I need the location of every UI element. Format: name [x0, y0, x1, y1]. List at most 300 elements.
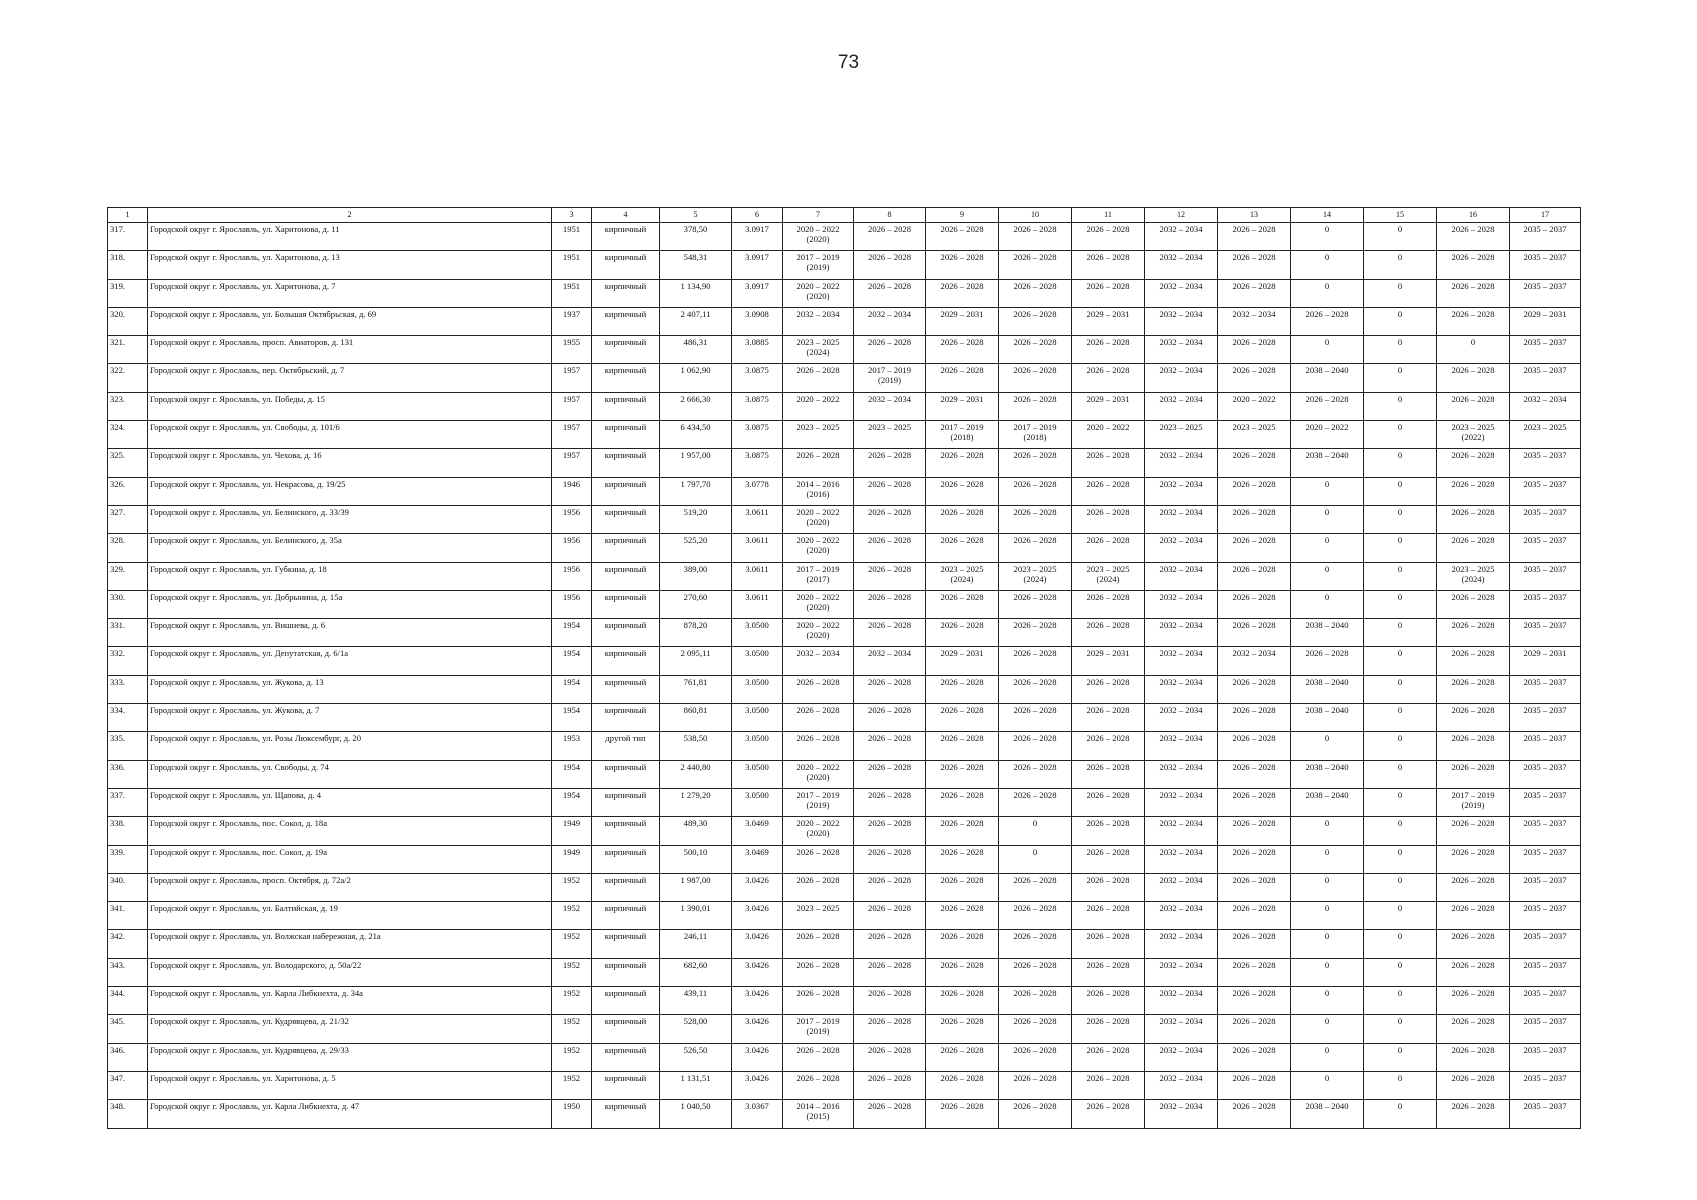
period-text: 2017 – 2019: [940, 422, 984, 433]
cell-index: 3.0426: [732, 987, 783, 1015]
cell-year: 1951: [552, 223, 592, 251]
cell-col15: 0: [1364, 449, 1437, 477]
column-header-1: 1: [108, 208, 148, 223]
cell-col15: 0: [1364, 902, 1437, 930]
period-text: 2023 – 2025: [1451, 563, 1495, 574]
cell-col17: 2035 – 2037: [1510, 590, 1581, 618]
cell-year: 1957: [552, 364, 592, 392]
table-row: [108, 817, 1581, 845]
cell-col14: 0: [1291, 732, 1364, 760]
cell-wall-material: кирпичный: [592, 1071, 660, 1099]
cell-col11: 2026 – 2028: [1072, 902, 1145, 930]
cell-area: 378,50: [660, 223, 732, 251]
cell-col12: 2032 – 2034: [1145, 873, 1218, 901]
table-row: [108, 1043, 1581, 1071]
cell-col9: 2026 – 2028: [926, 760, 999, 788]
cell-year: 1950: [552, 1100, 592, 1128]
cell-col9: [926, 562, 999, 590]
cell-col16: 2026 – 2028: [1437, 817, 1510, 845]
cell-col10: [999, 421, 1072, 449]
cell-address: Городской округ г. Ярославль, ул. Депутатская, д. 6/1а: [148, 647, 552, 675]
cell-wall-material: кирпичный: [592, 421, 660, 449]
cell-col12: 2032 – 2034: [1145, 958, 1218, 986]
table-row: [108, 1015, 1581, 1043]
actual-year-text: (2020): [806, 828, 830, 839]
cell-col15: 0: [1364, 534, 1437, 562]
cell-col13: 2026 – 2028: [1218, 251, 1291, 279]
actual-year-text: (2019): [1461, 799, 1485, 810]
table-row: [108, 788, 1581, 816]
cell-area: 486,31: [660, 336, 732, 364]
cell-col16: 2026 – 2028: [1437, 845, 1510, 873]
cell-col10: 2026 – 2028: [999, 534, 1072, 562]
cell-num: 342.: [108, 930, 148, 958]
cell-col11: 2020 – 2022: [1072, 421, 1145, 449]
cell-year: 1954: [552, 760, 592, 788]
cell-col10: 2026 – 2028: [999, 336, 1072, 364]
cell-col17: 2035 – 2037: [1510, 477, 1581, 505]
cell-col14: 2026 – 2028: [1291, 307, 1364, 335]
cell-col9: 2026 – 2028: [926, 930, 999, 958]
cell-col13: 2026 – 2028: [1218, 902, 1291, 930]
cell-index: 3.0426: [732, 958, 783, 986]
cell-col14: 2038 – 2040: [1291, 1100, 1364, 1128]
cell-col12: 2032 – 2034: [1145, 534, 1218, 562]
cell-col9: 2026 – 2028: [926, 590, 999, 618]
cell-col10: 0: [999, 845, 1072, 873]
cell-col11: 2026 – 2028: [1072, 449, 1145, 477]
table-row: [108, 364, 1581, 392]
period-text: 2020 – 2022: [796, 761, 840, 772]
cell-col7: 2032 – 2034: [783, 647, 854, 675]
cell-year: 1957: [552, 392, 592, 420]
cell-col17: 2035 – 2037: [1510, 619, 1581, 647]
cell-col10: 2026 – 2028: [999, 1043, 1072, 1071]
cell-index: 3.0875: [732, 364, 783, 392]
cell-col11: 2026 – 2028: [1072, 534, 1145, 562]
cell-col15: 0: [1364, 1100, 1437, 1128]
cell-col11: 2026 – 2028: [1072, 760, 1145, 788]
cell-year: 1952: [552, 1071, 592, 1099]
cell-address: Городской округ г. Ярославль, просп. Авиаторов, д. 131: [148, 336, 552, 364]
cell-wall-material: кирпичный: [592, 873, 660, 901]
cell-col11: 2026 – 2028: [1072, 873, 1145, 901]
cell-col12: 2032 – 2034: [1145, 562, 1218, 590]
cell-col13: 2026 – 2028: [1218, 675, 1291, 703]
actual-year-text: (2024): [950, 573, 974, 584]
cell-col10: 2026 – 2028: [999, 1100, 1072, 1128]
cell-col14: 0: [1291, 987, 1364, 1015]
cell-col13: 2026 – 2028: [1218, 449, 1291, 477]
cell-wall-material: кирпичный: [592, 845, 660, 873]
cell-col14: 0: [1291, 873, 1364, 901]
period-text: 2017 – 2019: [796, 252, 840, 263]
cell-wall-material: кирпичный: [592, 987, 660, 1015]
cell-col17: 2035 – 2037: [1510, 760, 1581, 788]
cell-col12: 2032 – 2034: [1145, 619, 1218, 647]
header-row: [108, 208, 1581, 223]
column-header-12: 12: [1145, 208, 1218, 223]
cell-col7: 2026 – 2028: [783, 873, 854, 901]
period-text: 2017 – 2019: [1013, 422, 1057, 433]
cell-area: 2 666,30: [660, 392, 732, 420]
cell-col7: 2020 – 2022: [783, 392, 854, 420]
cell-col15: 0: [1364, 336, 1437, 364]
cell-wall-material: кирпичный: [592, 788, 660, 816]
table-row: [108, 732, 1581, 760]
housing-registry-table: [107, 207, 1581, 1129]
cell-col12: 2032 – 2034: [1145, 704, 1218, 732]
cell-col17: 2029 – 2031: [1510, 307, 1581, 335]
cell-col14: 0: [1291, 251, 1364, 279]
table-row: [108, 590, 1581, 618]
cell-col9: 2026 – 2028: [926, 1015, 999, 1043]
cell-address: Городской округ г. Ярославль, ул. Волжская набережная, д. 21а: [148, 930, 552, 958]
cell-col9: 2029 – 2031: [926, 307, 999, 335]
column-header-16: 16: [1437, 208, 1510, 223]
cell-num: 326.: [108, 477, 148, 505]
cell-col7: 2026 – 2028: [783, 675, 854, 703]
cell-col9: 2026 – 2028: [926, 534, 999, 562]
cell-col10: 2026 – 2028: [999, 505, 1072, 533]
cell-col8: 2026 – 2028: [854, 619, 926, 647]
cell-year: 1952: [552, 902, 592, 930]
cell-col14: 2020 – 2022: [1291, 421, 1364, 449]
cell-col14: 0: [1291, 1015, 1364, 1043]
cell-index: 3.0917: [732, 279, 783, 307]
cell-index: 3.0611: [732, 505, 783, 533]
cell-area: 439,11: [660, 987, 732, 1015]
cell-col17: 2035 – 2037: [1510, 1100, 1581, 1128]
cell-col10: 2026 – 2028: [999, 364, 1072, 392]
cell-col12: 2032 – 2034: [1145, 590, 1218, 618]
cell-col17: 2035 – 2037: [1510, 704, 1581, 732]
period-text: 2023 – 2025: [1086, 563, 1130, 574]
cell-col17: 2035 – 2037: [1510, 562, 1581, 590]
cell-num: 341.: [108, 902, 148, 930]
cell-col11: 2026 – 2028: [1072, 1071, 1145, 1099]
cell-col12: 2032 – 2034: [1145, 845, 1218, 873]
cell-col14: 0: [1291, 590, 1364, 618]
cell-area: 246,11: [660, 930, 732, 958]
cell-col7: [783, 534, 854, 562]
cell-year: 1937: [552, 307, 592, 335]
cell-num: 336.: [108, 760, 148, 788]
cell-col15: 0: [1364, 930, 1437, 958]
cell-year: 1954: [552, 788, 592, 816]
cell-col7: [783, 477, 854, 505]
cell-col13: 2026 – 2028: [1218, 505, 1291, 533]
cell-col16: 2026 – 2028: [1437, 449, 1510, 477]
cell-col13: 2026 – 2028: [1218, 873, 1291, 901]
cell-col12: 2032 – 2034: [1145, 279, 1218, 307]
cell-col11: 2026 – 2028: [1072, 279, 1145, 307]
cell-address: Городской округ г. Ярославль, ул. Щапова, д. 4: [148, 788, 552, 816]
cell-col15: 0: [1364, 477, 1437, 505]
cell-col11: 2026 – 2028: [1072, 845, 1145, 873]
cell-wall-material: кирпичный: [592, 1043, 660, 1071]
cell-wall-material: кирпичный: [592, 505, 660, 533]
cell-col7: 2023 – 2025: [783, 421, 854, 449]
cell-col9: 2026 – 2028: [926, 873, 999, 901]
cell-col16: 2026 – 2028: [1437, 1100, 1510, 1128]
cell-col14: 0: [1291, 279, 1364, 307]
column-header-4: 4: [592, 208, 660, 223]
cell-col8: 2023 – 2025: [854, 421, 926, 449]
cell-col13: 2026 – 2028: [1218, 1043, 1291, 1071]
cell-col8: 2026 – 2028: [854, 845, 926, 873]
cell-col15: 0: [1364, 364, 1437, 392]
cell-num: 346.: [108, 1043, 148, 1071]
cell-col11: 2026 – 2028: [1072, 364, 1145, 392]
cell-address: Городской округ г. Ярославль, ул. Большая Октябрьская, д. 69: [148, 307, 552, 335]
cell-col14: 2038 – 2040: [1291, 788, 1364, 816]
actual-year-text: (2020): [806, 516, 830, 527]
cell-col9: 2026 – 2028: [926, 732, 999, 760]
cell-wall-material: кирпичный: [592, 279, 660, 307]
cell-address: Городской округ г. Ярославль, пер. Октябрьский, д. 7: [148, 364, 552, 392]
cell-col17: 2035 – 2037: [1510, 534, 1581, 562]
cell-col12: 2032 – 2034: [1145, 732, 1218, 760]
cell-col9: 2026 – 2028: [926, 505, 999, 533]
cell-address: Городской округ г. Ярославль, пос. Сокол, д. 19а: [148, 845, 552, 873]
cell-col8: 2026 – 2028: [854, 477, 926, 505]
cell-col15: 0: [1364, 619, 1437, 647]
cell-col12: 2032 – 2034: [1145, 1043, 1218, 1071]
cell-num: 331.: [108, 619, 148, 647]
cell-col7: [783, 788, 854, 816]
cell-col12: 2032 – 2034: [1145, 392, 1218, 420]
cell-col15: 0: [1364, 307, 1437, 335]
cell-col11: 2026 – 2028: [1072, 477, 1145, 505]
cell-num: 318.: [108, 251, 148, 279]
cell-col10: 2026 – 2028: [999, 930, 1072, 958]
cell-address: Городской округ г. Ярославль, ул. Победы, д. 15: [148, 392, 552, 420]
cell-col17: 2035 – 2037: [1510, 1015, 1581, 1043]
cell-address: Городской округ г. Ярославль, ул. Володарского, д. 50а/22: [148, 958, 552, 986]
cell-col14: 0: [1291, 958, 1364, 986]
cell-col8: 2026 – 2028: [854, 760, 926, 788]
cell-col15: 0: [1364, 675, 1437, 703]
cell-col7: [783, 336, 854, 364]
cell-col9: 2026 – 2028: [926, 958, 999, 986]
cell-col13: 2026 – 2028: [1218, 562, 1291, 590]
cell-col15: 0: [1364, 421, 1437, 449]
cell-col12: 2032 – 2034: [1145, 1015, 1218, 1043]
cell-col14: 0: [1291, 336, 1364, 364]
cell-col12: 2032 – 2034: [1145, 223, 1218, 251]
cell-col11: [1072, 562, 1145, 590]
cell-index: 3.0469: [732, 817, 783, 845]
cell-area: 2 095,11: [660, 647, 732, 675]
cell-wall-material: кирпичный: [592, 223, 660, 251]
cell-index: 3.0469: [732, 845, 783, 873]
cell-col11: 2026 – 2028: [1072, 675, 1145, 703]
cell-col11: 2026 – 2028: [1072, 251, 1145, 279]
cell-col7: 2026 – 2028: [783, 732, 854, 760]
cell-year: 1956: [552, 590, 592, 618]
cell-col9: 2026 – 2028: [926, 902, 999, 930]
cell-col16: 2026 – 2028: [1437, 279, 1510, 307]
period-text: 2014 – 2016: [796, 478, 840, 489]
cell-address: Городской округ г. Ярославль, ул. Харитонова, д. 11: [148, 223, 552, 251]
cell-col13: 2026 – 2028: [1218, 987, 1291, 1015]
cell-address: Городской округ г. Ярославль, ул. Свободы, д. 74: [148, 760, 552, 788]
cell-col15: 0: [1364, 704, 1437, 732]
cell-col13: 2026 – 2028: [1218, 704, 1291, 732]
cell-area: 2 440,80: [660, 760, 732, 788]
cell-index: 3.0875: [732, 449, 783, 477]
cell-area: 860,81: [660, 704, 732, 732]
cell-wall-material: кирпичный: [592, 364, 660, 392]
cell-address: Городской округ г. Ярославль, ул. Губкина, д. 18: [148, 562, 552, 590]
cell-col10: 2026 – 2028: [999, 279, 1072, 307]
cell-col10: 0: [999, 817, 1072, 845]
cell-wall-material: кирпичный: [592, 392, 660, 420]
cell-col9: 2026 – 2028: [926, 704, 999, 732]
actual-year-text: (2024): [1023, 573, 1047, 584]
cell-col12: 2032 – 2034: [1145, 336, 1218, 364]
cell-num: 319.: [108, 279, 148, 307]
cell-area: 761,81: [660, 675, 732, 703]
cell-wall-material: кирпичный: [592, 590, 660, 618]
period-text: 2017 – 2019: [796, 789, 840, 800]
table-row: [108, 223, 1581, 251]
cell-col16: 2026 – 2028: [1437, 958, 1510, 986]
cell-area: 1 131,51: [660, 1071, 732, 1099]
cell-area: 528,00: [660, 1015, 732, 1043]
cell-address: Городской округ г. Ярославль, ул. Кудрявцева, д. 29/33: [148, 1043, 552, 1071]
cell-address: Городской округ г. Ярославль, пос. Сокол, д. 18а: [148, 817, 552, 845]
cell-index: 3.0426: [732, 930, 783, 958]
cell-year: 1957: [552, 449, 592, 477]
cell-area: 538,50: [660, 732, 732, 760]
cell-col16: 2026 – 2028: [1437, 619, 1510, 647]
cell-col8: [854, 364, 926, 392]
cell-col14: 2038 – 2040: [1291, 619, 1364, 647]
cell-area: 1 797,70: [660, 477, 732, 505]
cell-col14: 0: [1291, 562, 1364, 590]
cell-year: 1949: [552, 817, 592, 845]
table-row: [108, 647, 1581, 675]
cell-num: 340.: [108, 873, 148, 901]
cell-col13: 2026 – 2028: [1218, 1015, 1291, 1043]
period-text: 2017 – 2019: [868, 365, 911, 376]
period-text: 2020 – 2022: [796, 224, 840, 234]
cell-col11: 2026 – 2028: [1072, 1043, 1145, 1071]
cell-col12: 2023 – 2025: [1145, 421, 1218, 449]
cell-num: 344.: [108, 987, 148, 1015]
cell-year: 1955: [552, 336, 592, 364]
cell-col14: 0: [1291, 1071, 1364, 1099]
column-header-5: 5: [660, 208, 732, 223]
cell-col16: [1437, 562, 1510, 590]
cell-col17: 2035 – 2037: [1510, 223, 1581, 251]
cell-col16: 2026 – 2028: [1437, 760, 1510, 788]
cell-col17: 2035 – 2037: [1510, 449, 1581, 477]
cell-col7: [783, 817, 854, 845]
cell-col9: 2026 – 2028: [926, 1071, 999, 1099]
cell-area: 489,30: [660, 817, 732, 845]
cell-col14: 0: [1291, 817, 1364, 845]
cell-col7: 2026 – 2028: [783, 930, 854, 958]
cell-col16: 2026 – 2028: [1437, 392, 1510, 420]
cell-address: Городской округ г. Ярославль, ул. Кудрявцева, д. 21/32: [148, 1015, 552, 1043]
cell-col7: [783, 1100, 854, 1128]
cell-col8: 2026 – 2028: [854, 505, 926, 533]
cell-col17: 2035 – 2037: [1510, 1071, 1581, 1099]
cell-col12: 2032 – 2034: [1145, 902, 1218, 930]
cell-col17: 2023 – 2025: [1510, 421, 1581, 449]
cell-col14: 0: [1291, 1043, 1364, 1071]
cell-year: 1956: [552, 505, 592, 533]
cell-col15: 0: [1364, 987, 1437, 1015]
cell-area: 1 062,90: [660, 364, 732, 392]
cell-wall-material: кирпичный: [592, 1015, 660, 1043]
cell-area: 1 987,00: [660, 873, 732, 901]
cell-col15: 0: [1364, 845, 1437, 873]
cell-col10: [999, 562, 1072, 590]
cell-col7: [783, 760, 854, 788]
cell-col16: [1437, 788, 1510, 816]
cell-col17: 2035 – 2037: [1510, 251, 1581, 279]
cell-col8: 2026 – 2028: [854, 987, 926, 1015]
cell-col11: 2026 – 2028: [1072, 732, 1145, 760]
cell-col12: 2032 – 2034: [1145, 817, 1218, 845]
cell-area: 270,60: [660, 590, 732, 618]
cell-address: Городской округ г. Ярославль, ул. Чехова, д. 16: [148, 449, 552, 477]
cell-col8: 2026 – 2028: [854, 902, 926, 930]
period-text: 2020 – 2022: [796, 591, 840, 602]
cell-col16: 2026 – 2028: [1437, 930, 1510, 958]
table-row: [108, 845, 1581, 873]
cell-address: Городской округ г. Ярославль, ул. Розы Люксембург, д. 20: [148, 732, 552, 760]
cell-col8: 2026 – 2028: [854, 958, 926, 986]
cell-col14: 2038 – 2040: [1291, 675, 1364, 703]
cell-col7: [783, 251, 854, 279]
cell-col16: 2026 – 2028: [1437, 675, 1510, 703]
cell-col13: 2020 – 2022: [1218, 392, 1291, 420]
cell-col16: 0: [1437, 336, 1510, 364]
cell-col10: 2026 – 2028: [999, 307, 1072, 335]
cell-area: 548,31: [660, 251, 732, 279]
cell-col17: 2035 – 2037: [1510, 675, 1581, 703]
column-header-8: 8: [854, 208, 926, 223]
cell-col9: 2026 – 2028: [926, 675, 999, 703]
cell-col13: 2026 – 2028: [1218, 1100, 1291, 1128]
cell-col16: 2026 – 2028: [1437, 902, 1510, 930]
cell-wall-material: кирпичный: [592, 930, 660, 958]
cell-wall-material: кирпичный: [592, 647, 660, 675]
cell-col17: 2035 – 2037: [1510, 873, 1581, 901]
cell-col11: 2026 – 2028: [1072, 930, 1145, 958]
cell-index: 3.0367: [732, 1100, 783, 1128]
cell-col11: 2026 – 2028: [1072, 590, 1145, 618]
cell-col12: 2032 – 2034: [1145, 449, 1218, 477]
cell-address: Городской округ г. Ярославль, ул. Харитонова, д. 7: [148, 279, 552, 307]
cell-col11: 2026 – 2028: [1072, 817, 1145, 845]
cell-index: 3.0500: [732, 788, 783, 816]
cell-year: 1952: [552, 1043, 592, 1071]
cell-col17: 2035 – 2037: [1510, 902, 1581, 930]
cell-col14: 2026 – 2028: [1291, 647, 1364, 675]
cell-area: 519,20: [660, 505, 732, 533]
cell-year: 1952: [552, 987, 592, 1015]
cell-num: 339.: [108, 845, 148, 873]
cell-col17: 2035 – 2037: [1510, 930, 1581, 958]
cell-address: Городской округ г. Ярославль, ул. Балтийская, д. 19: [148, 902, 552, 930]
cell-col12: 2032 – 2034: [1145, 251, 1218, 279]
